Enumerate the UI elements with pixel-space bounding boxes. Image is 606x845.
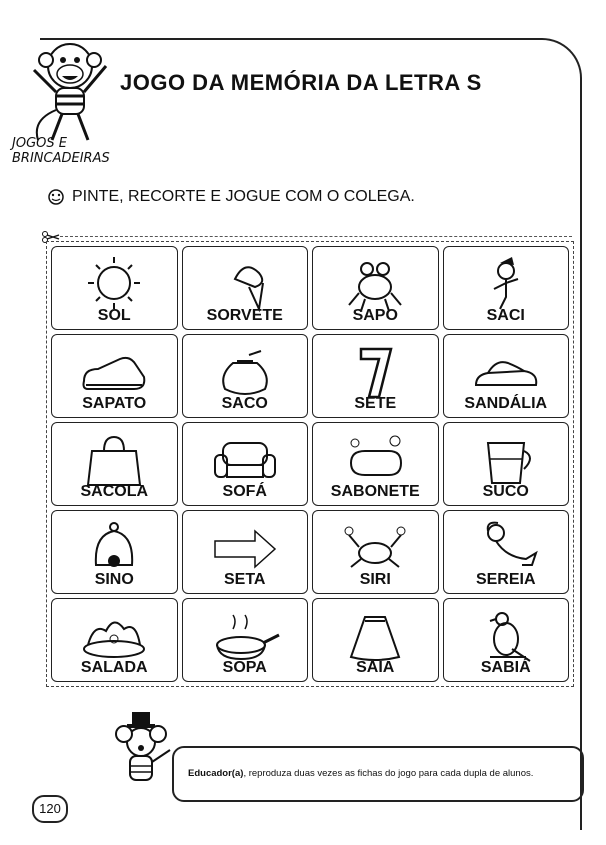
cut-line	[60, 236, 572, 237]
memory-card	[443, 510, 570, 594]
memory-card	[182, 422, 309, 506]
seven-icon	[335, 341, 415, 401]
skirt-icon	[335, 605, 415, 665]
ice-cream-icon	[205, 253, 285, 313]
page-title: JOGO DA MEMÓRIA DA LETRA S	[120, 70, 482, 95]
memory-card-grid	[46, 241, 574, 687]
memory-card	[312, 334, 439, 418]
educator-note-box	[172, 746, 584, 802]
card-word: SABIÁ	[480, 659, 531, 676]
card-word: SORVETE	[206, 307, 283, 324]
monkey-mascot-icon	[22, 30, 118, 150]
educator-note: Educador(a), reproduza duas vezes as fichas do jogo para cada dupla de alunos.	[188, 768, 534, 779]
section-label: JOGOS E BRINCADEIRAS	[12, 136, 110, 166]
instruction	[46, 188, 415, 206]
card-word: SUCO	[482, 483, 529, 500]
memory-card	[443, 334, 570, 418]
card-word: SOPA	[222, 659, 267, 676]
sun-icon	[74, 253, 154, 313]
card-word: SABONETE	[330, 483, 420, 500]
card-word: SETE	[354, 395, 397, 412]
memory-card	[312, 422, 439, 506]
sandal-icon	[466, 341, 546, 401]
memory-card	[312, 598, 439, 682]
bag-icon	[74, 429, 154, 489]
soup-icon	[205, 605, 285, 665]
memory-card	[443, 422, 570, 506]
memory-card	[312, 246, 439, 330]
memory-card	[51, 598, 178, 682]
card-word: SAPO	[352, 307, 398, 324]
memory-card	[51, 510, 178, 594]
card-word: SEREIA	[475, 571, 536, 588]
memory-card	[182, 246, 309, 330]
mermaid-icon	[466, 517, 546, 577]
card-word: SOL	[97, 307, 131, 324]
sofa-icon	[205, 429, 285, 489]
card-word: SOFÁ	[222, 483, 267, 500]
memory-card	[51, 422, 178, 506]
smiley-icon	[46, 189, 66, 205]
bird-icon	[466, 605, 546, 665]
memory-card	[51, 334, 178, 418]
soap-icon	[335, 429, 415, 489]
arrow-icon	[205, 517, 285, 577]
memory-card	[312, 510, 439, 594]
card-word: SANDÁLIA	[464, 395, 548, 412]
memory-card	[182, 334, 309, 418]
card-word: SINO	[94, 571, 134, 588]
juice-icon	[466, 429, 546, 489]
card-word: SACO	[221, 395, 268, 412]
card-word: SAPATO	[82, 395, 147, 412]
memory-card	[182, 510, 309, 594]
memory-card	[51, 246, 178, 330]
crab-icon	[335, 517, 415, 577]
instruction-text: PINTE, RECORTE E JOGUE COM O COLEGA.	[72, 188, 415, 205]
saci-icon	[466, 253, 546, 313]
card-word: SIRI	[359, 571, 391, 588]
card-word: SALADA	[80, 659, 148, 676]
memory-card	[182, 598, 309, 682]
memory-card	[443, 246, 570, 330]
card-word: SAIA	[356, 659, 395, 676]
card-word: SACOLA	[80, 483, 149, 500]
shoe-icon	[74, 341, 154, 401]
bell-icon	[74, 517, 154, 577]
frog-icon	[335, 253, 415, 313]
card-word: SETA	[224, 571, 266, 588]
mouse-mascot-icon	[112, 710, 172, 790]
card-word: SACI	[486, 307, 525, 324]
memory-card	[443, 598, 570, 682]
salad-icon	[74, 605, 154, 665]
page-number: 120	[32, 795, 68, 823]
sack-icon	[205, 341, 285, 401]
